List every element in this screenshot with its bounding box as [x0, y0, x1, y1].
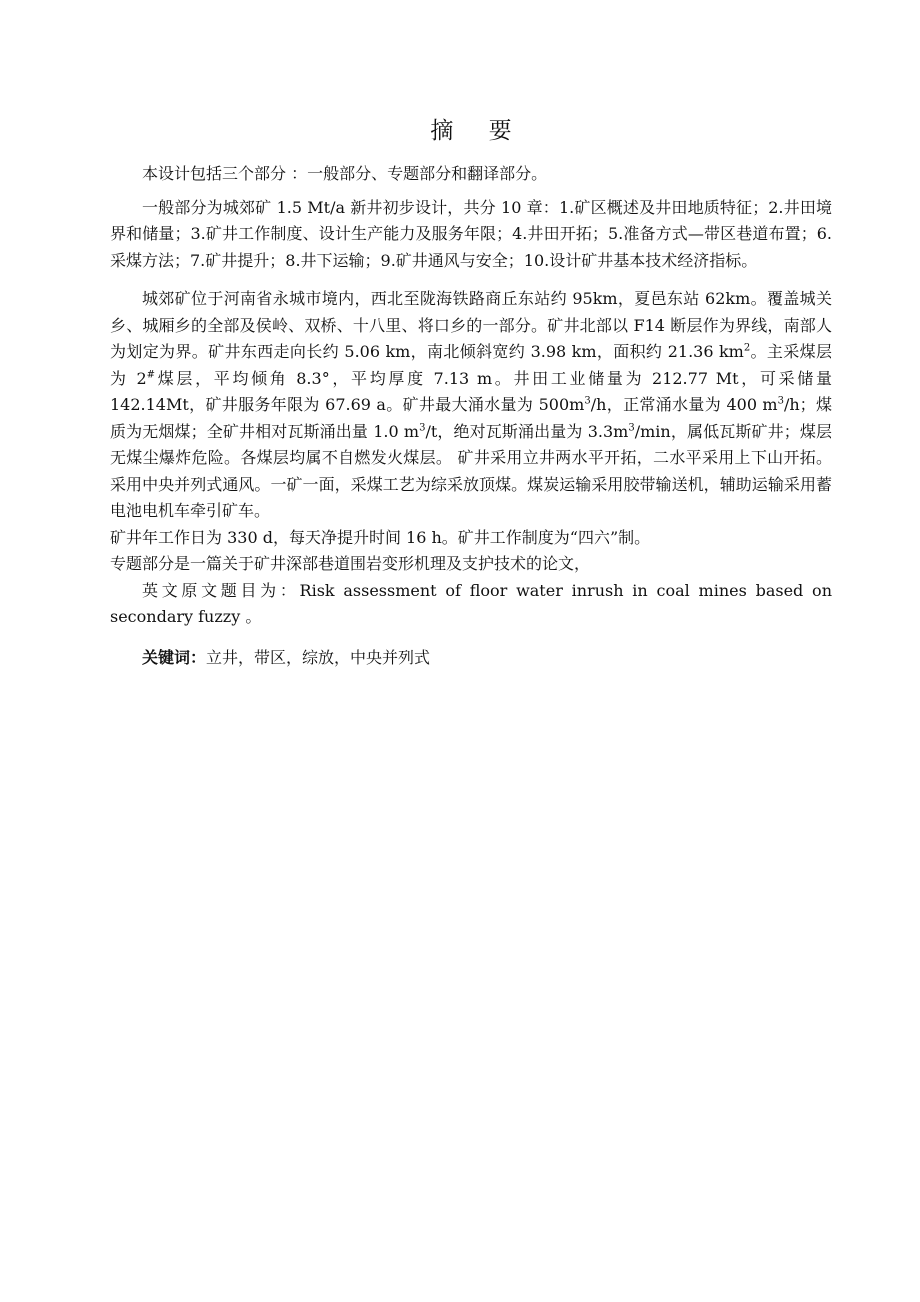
mine-text-4: /h，正常涌水量为 400 m [590, 395, 778, 414]
paragraph-overview: 本设计包括三个部分 ：一般部分、专题部分和翻译部分。 [142, 164, 548, 183]
superscript-max-water: 3 [584, 395, 591, 407]
paragraph-work-schedule: 矿井年工作日为 330 d，每天净提升时间 16 h。矿井工作制度为“四六”制。 [110, 527, 651, 547]
superscript-area: 2 [743, 342, 751, 354]
mine-text-1: 城郊矿位于河南省永城市境内，西北至陇海铁路商丘东站约 95km，夏邑东站 62km。覆盖城关乡、城厢乡的全部及侯岭、双桥、十八里、将口乡的一部分。矿井北部以 F14 断层作为界线，南部人为划定为界。矿井东西走向长约 5.06 km，南北倾斜宽约 3.98 km，面积约 21.36 km [110, 289, 832, 361]
superscript-relative-gas: 3 [419, 422, 426, 434]
abstract-page [110, 112, 832, 671]
paragraph-translation-title: 英文原文题目为：Risk assessment of floor water inrush in coal mines based on secondary fuzzy 。 [110, 580, 832, 626]
superscript-absolute-gas: 3 [628, 422, 635, 434]
superscript-normal-water: 3 [777, 395, 784, 407]
mine-text-6: /t，绝对瓦斯涌出量为 3.3m [425, 421, 629, 441]
mine-text-5: /h；煤质为无烟煤；全矿井相对瓦斯涌出量 1.0 m [110, 395, 832, 441]
paragraph-general-part: 一般部分为城郊矿 1.5 Mt/a 新井初步设计，共分 10 章：1.矿区概述及井田地质特征；2.井田境界和储量；3.矿井工作制度、设计生产能力及服务年限；4.井田开拓；5.准备方式—带区巷道布置；6.采煤方法；7.矿井提升；8.井下运输；9.矿井通风与安全；10.设计矿井基本技术经济指标。 [110, 197, 832, 270]
keywords-label: 关键词： [142, 647, 207, 667]
keywords-line [110, 645, 832, 672]
paragraph-mine-description [110, 286, 832, 525]
mine-text-2: 。主采煤层为 2 [110, 342, 832, 388]
mine-text-7: /min，属低瓦斯矿井；煤层无煤尘爆炸危险。各煤层均属不自燃发火煤层。 矿井采用立井两水平开拓，二水平采用上下山开拓。采用中央并列式通风。一矿一面，采煤工艺为综采放顶煤。煤炭运输采用胶带输送机，辅助运输采用蓄电池电机车牵引矿车。 [110, 421, 832, 520]
keywords-value: 立井，带区，综放，中央并列式 [206, 647, 431, 667]
abstract-title: 摘 要 [430, 118, 526, 144]
superscript-seam: # [146, 369, 156, 381]
mine-text-3: 煤层，平均倾角 8.3°，平均厚度 7.13 m。井田工业储量为 212.77 Mt，可采储量 142.14Mt，矿井服务年限为 67.69 a。矿井最大涌水量为 500m [110, 368, 832, 414]
paragraph-special-part: 专题部分是一篇关于矿井深部巷道围岩变形机理及支护技术的论文， [110, 554, 591, 573]
